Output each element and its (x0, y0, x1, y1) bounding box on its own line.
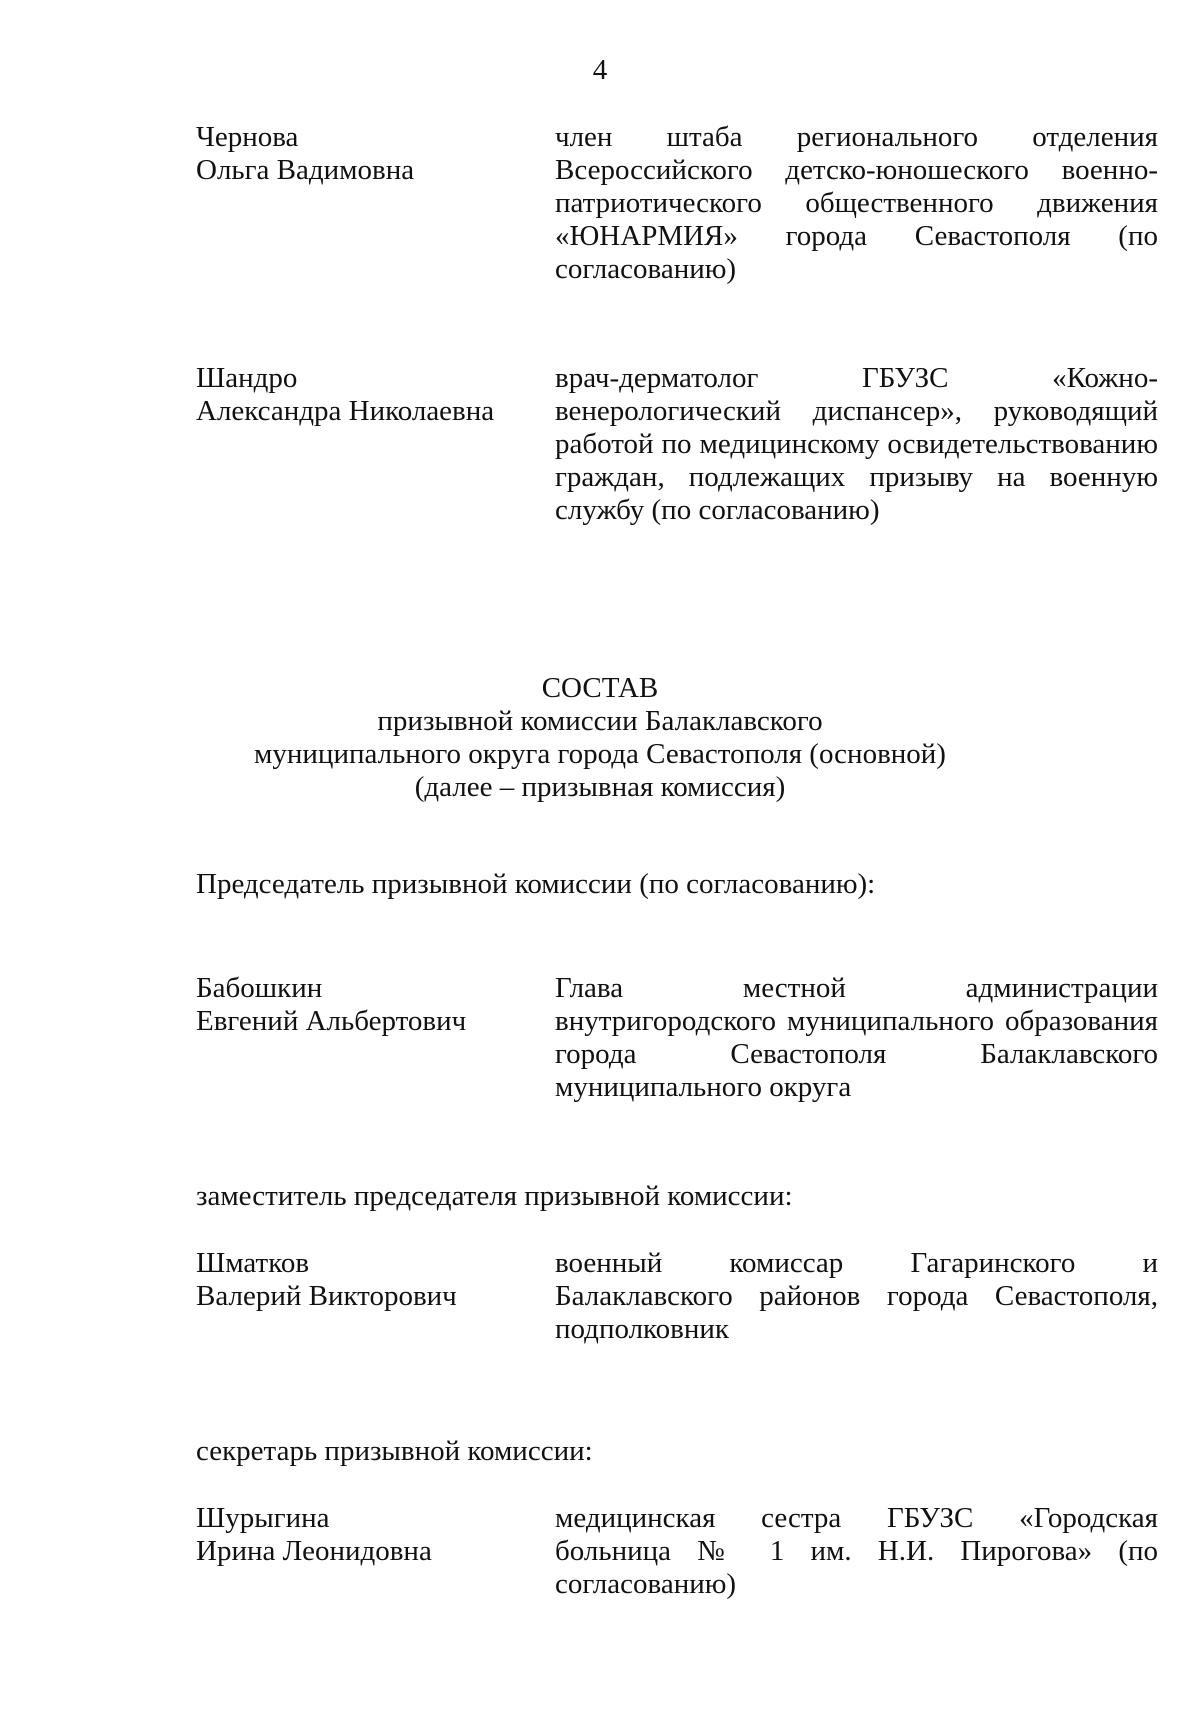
member-name (196, 1502, 536, 1568)
member-name (196, 972, 536, 1038)
member-given-name: Евгений Альбертович (196, 1005, 467, 1037)
member-role: военный комиссар Гагаринского и Балаклавского районов города Севастополя, подполковник (555, 1247, 1158, 1345)
member-role: врач-дерматолог ГБУЗС «Кожно-венерологический диспансер», руководящий работой по медицинскому освидетельствованию граждан, подлежащих призыву на военную службу (по согласованию) (555, 362, 1158, 526)
member-name (196, 121, 536, 187)
member-name (196, 362, 536, 428)
heading-title: СОСТАВ (541, 672, 659, 704)
member-given-name: Валерий Викторович (196, 1280, 457, 1312)
deputy-section-label: заместитель председателя призывной комиссии: (196, 1180, 793, 1212)
member-role: Глава местной администрации внутригородского муниципального образования города Севастополя Балаклавского муниципального округа (555, 972, 1158, 1103)
member-role: член штаба регионального отделения Всероссийского детско-юношеского военно-патриотического общественного движения «ЮНАРМИЯ» города Севастополя (по согласованию) (555, 121, 1158, 285)
member-given-name: Ольга Вадимовна (196, 154, 415, 186)
member-given-name: Александра Николаевна (196, 395, 495, 427)
member-role: медицинская сестра ГБУЗС «Городская больница № 1 им. Н.И. Пирогова» (по согласованию) (555, 1502, 1158, 1600)
member-surname: Шурыгина (196, 1502, 330, 1534)
heading-line-3: (далее – призывная комиссия) (414, 771, 786, 803)
member-surname: Бабошкин (196, 972, 323, 1004)
page-number: 4 (592, 54, 608, 86)
member-given-name: Ирина Леонидовна (196, 1535, 432, 1567)
member-surname: Шандро (196, 362, 298, 394)
secretary-section-label: секретарь призывной комиссии: (196, 1435, 593, 1467)
heading-line-2: муниципального округа города Севастополя (основной) (254, 738, 946, 770)
member-surname: Шматков (196, 1247, 310, 1279)
chair-section-label: Председатель призывной комиссии (по согласованию): (196, 868, 876, 900)
heading-line-1: призывной комиссии Балаклавского (377, 705, 823, 737)
member-name (196, 1247, 536, 1313)
composition-heading (0, 672, 1200, 804)
member-surname: Чернова (196, 121, 299, 153)
